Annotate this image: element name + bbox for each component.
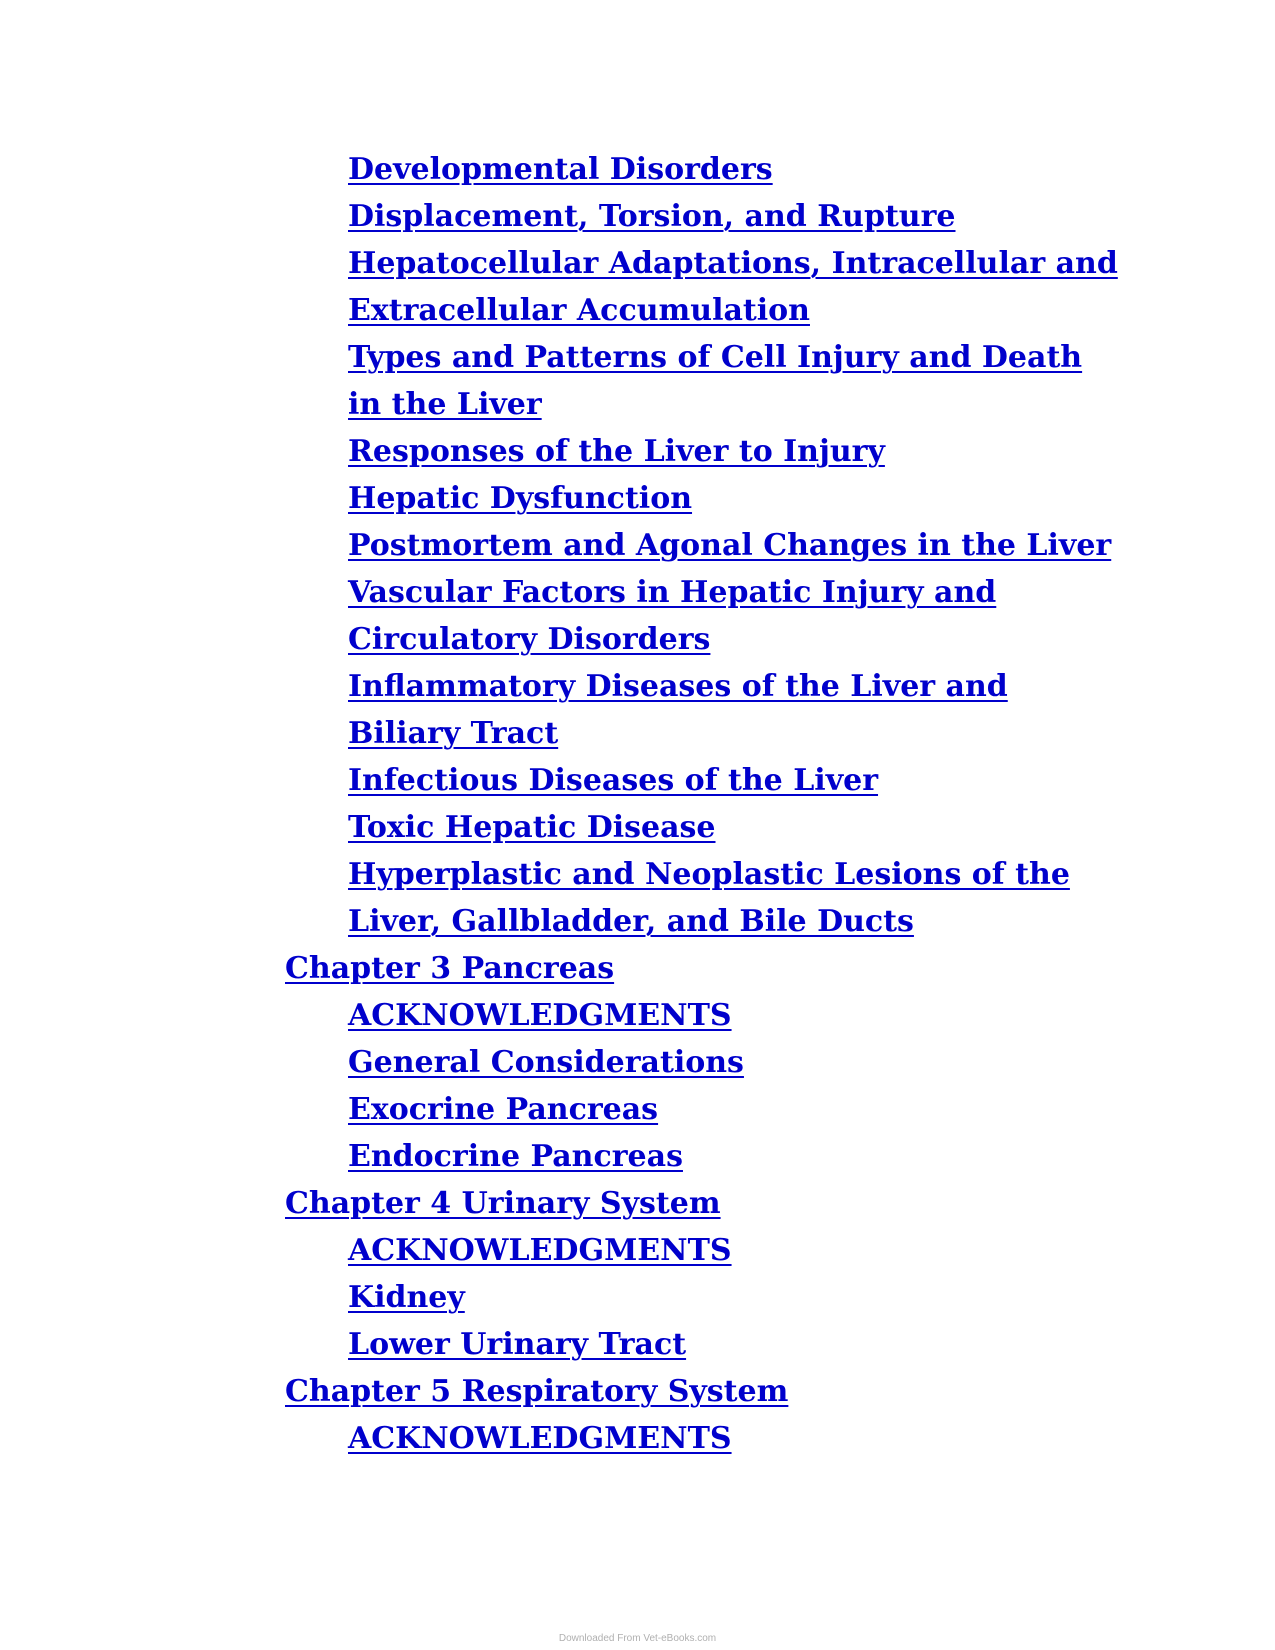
toc-link-responses-to-injury[interactable]: Responses of the Liver to Injury [348,434,885,469]
toc-link-cell-injury-and-death[interactable]: Types and Patterns of Cell Injury and Death in the Liver [348,340,1083,422]
toc-link-exocrine-pancreas[interactable]: Exocrine Pancreas [348,1092,659,1127]
toc-link-ch4-acknowledgments[interactable]: ACKNOWLEDGMENTS [348,1233,732,1268]
toc-link-toxic-hepatic-disease[interactable]: Toxic Hepatic Disease [348,810,716,845]
toc-link-developmental-disorders[interactable]: Developmental Disorders [348,152,773,187]
table-of-contents [0,146,1275,1462]
toc-link-infectious-diseases[interactable]: Infectious Diseases of the Liver [348,763,879,798]
toc-link-endocrine-pancreas[interactable]: Endocrine Pancreas [348,1139,683,1174]
toc-link-ch5-acknowledgments[interactable]: ACKNOWLEDGMENTS [348,1421,732,1456]
toc-link-hyperplastic-neoplastic-lesions[interactable]: Hyperplastic and Neoplastic Lesions of the Liver, Gallbladder, and Bile Ducts [348,857,1070,939]
toc-link-inflammatory-diseases[interactable]: Inflammatory Diseases of the Liver and Biliary Tract [348,669,1008,751]
toc-link-hepatocellular-adaptations[interactable]: Hepatocellular Adaptations, Intracellular and Extracellular Accumulation [348,246,1118,328]
toc-link-lower-urinary-tract[interactable]: Lower Urinary Tract [348,1327,687,1362]
toc-link-hepatic-dysfunction[interactable]: Hepatic Dysfunction [348,481,693,516]
toc-link-vascular-factors[interactable]: Vascular Factors in Hepatic Injury and Circulatory Disorders [348,575,997,657]
toc-link-chapter-5-respiratory-system[interactable]: Chapter 5 Respiratory System [285,1374,789,1409]
toc-link-kidney[interactable]: Kidney [348,1280,465,1315]
toc-link-ch3-acknowledgments[interactable]: ACKNOWLEDGMENTS [348,998,732,1033]
toc-link-chapter-3-pancreas[interactable]: Chapter 3 Pancreas [285,951,615,986]
toc-link-general-considerations[interactable]: General Considerations [348,1045,744,1080]
toc-link-displacement-torsion-rupture[interactable]: Displacement, Torsion, and Rupture [348,199,956,234]
footer-watermark: Downloaded From Vet-eBooks.com [558,1633,717,1644]
toc-link-chapter-4-urinary-system[interactable]: Chapter 4 Urinary System [285,1186,721,1221]
toc-link-postmortem-agonal-changes[interactable]: Postmortem and Agonal Changes in the Liver [348,528,1112,563]
